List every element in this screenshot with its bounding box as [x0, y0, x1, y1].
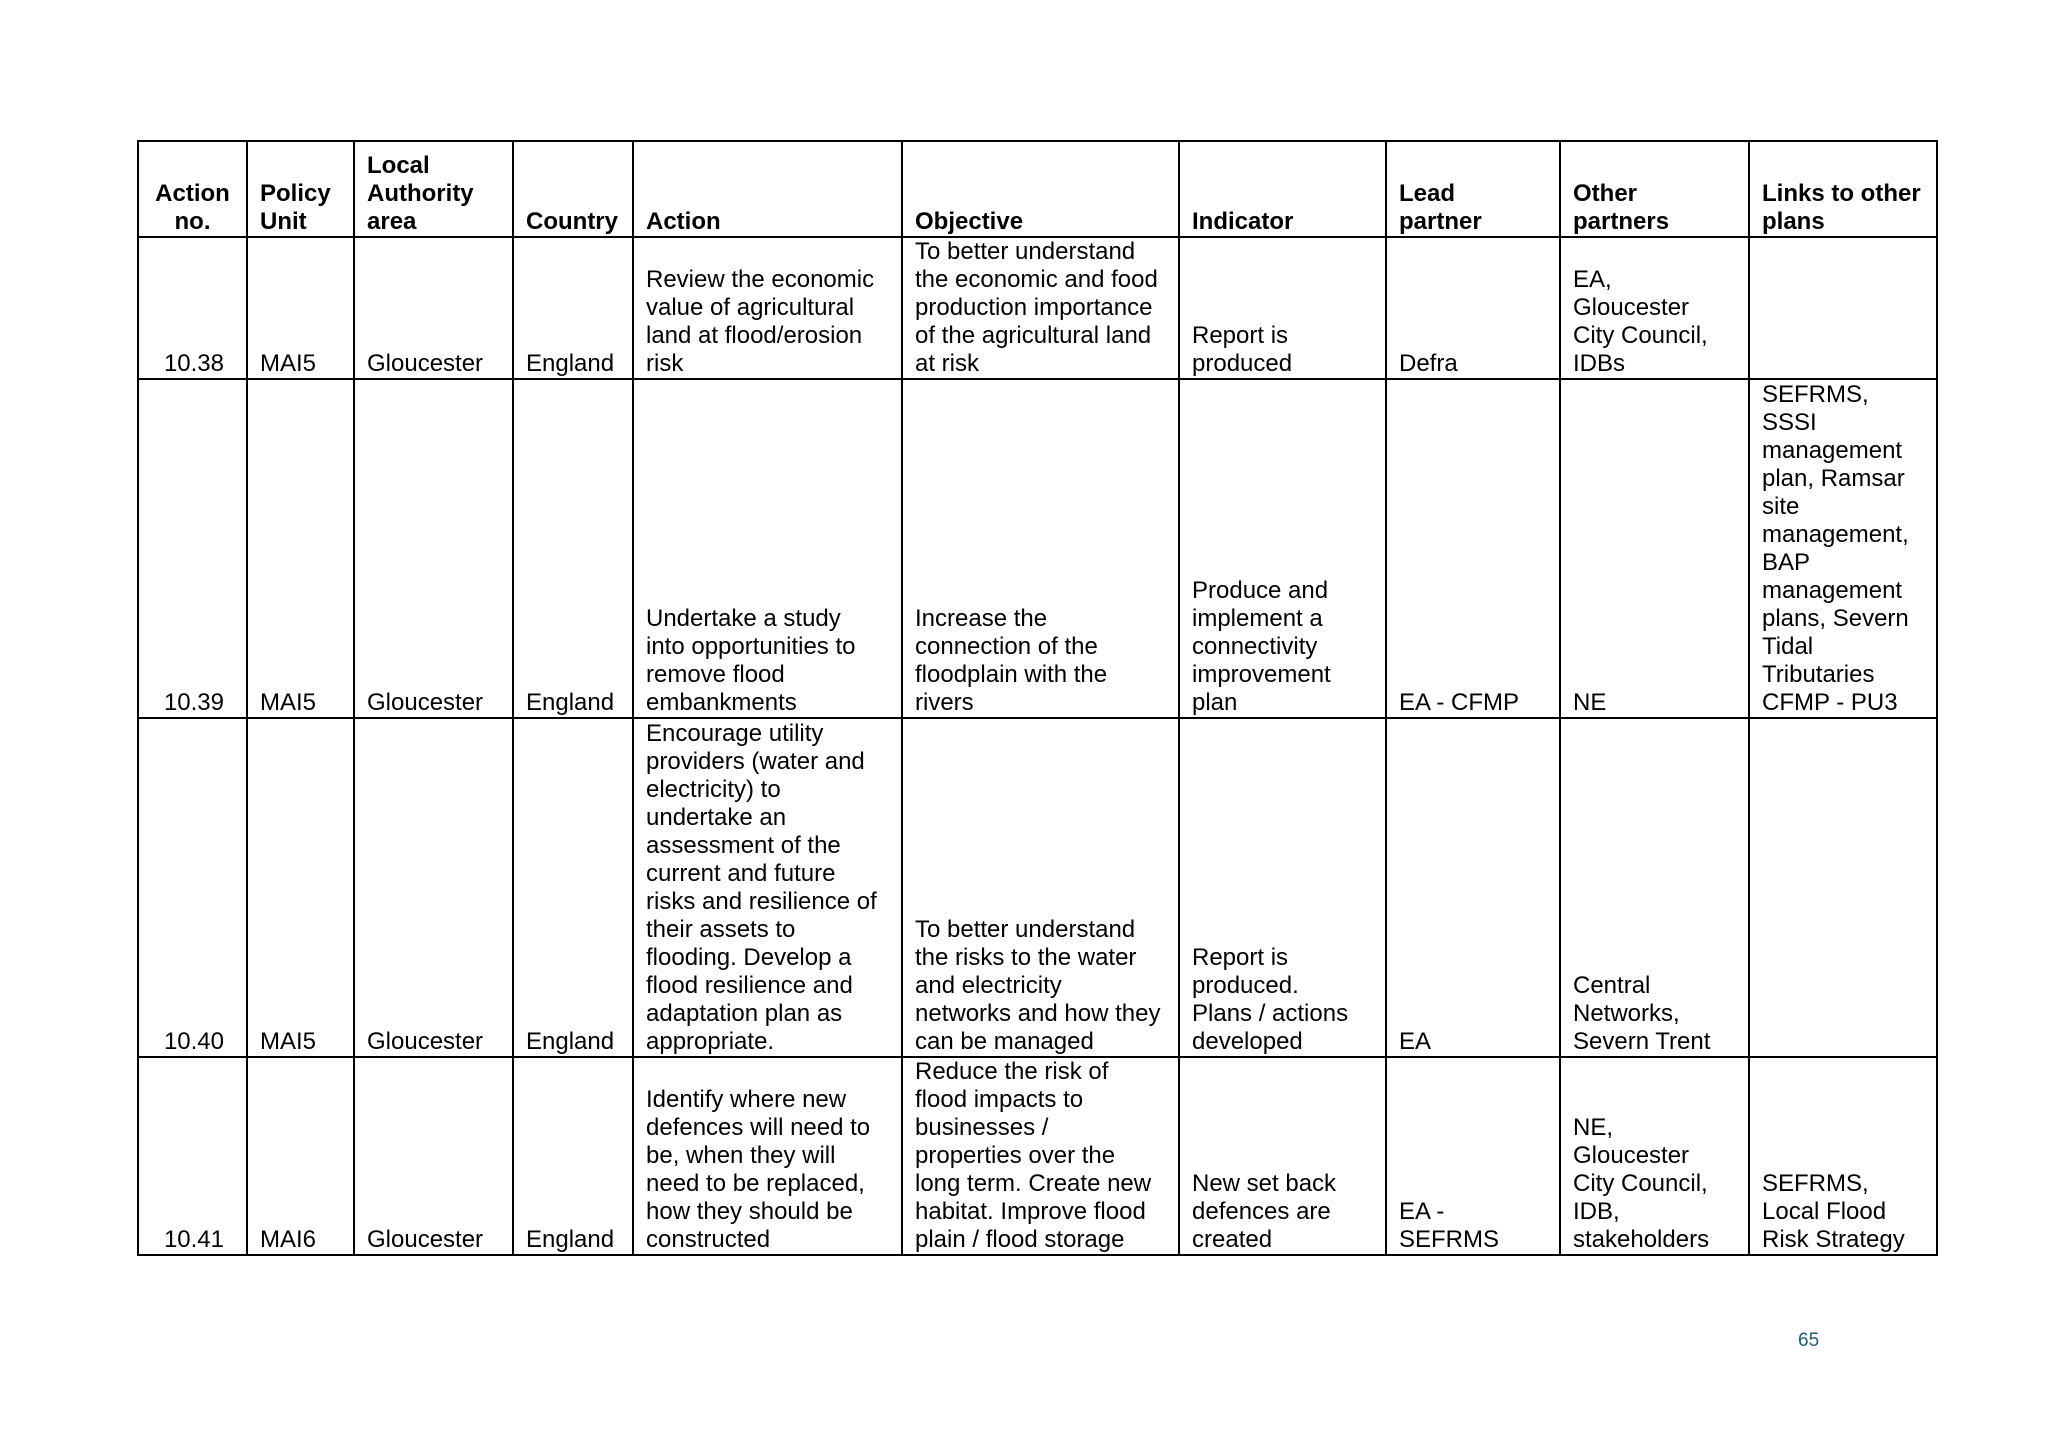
- cell-local-authority: Gloucester: [354, 379, 513, 718]
- cell-country: England: [513, 237, 633, 379]
- cell-policy-unit: MAI5: [247, 237, 354, 379]
- cell-action: Undertake a study into opportunities to remove flood embankments: [633, 379, 902, 718]
- cell-country: England: [513, 379, 633, 718]
- cell-local-authority: Gloucester: [354, 718, 513, 1057]
- cell-indicator: Report is produced. Plans / actions developed: [1179, 718, 1386, 1057]
- action-plan-table: [137, 140, 1938, 1256]
- cell-other-partners: NE: [1560, 379, 1749, 718]
- cell-local-authority: Gloucester: [354, 237, 513, 379]
- cell-action-no: 10.39: [138, 379, 247, 718]
- cell-policy-unit: MAI6: [247, 1057, 354, 1255]
- cell-action: Encourage utility providers (water and electricity) to undertake an assessment of the current and future risks and resilience of their assets to flooding. Develop a flood resilience and adaptation plan as appropriate.: [633, 718, 902, 1057]
- cell-links: SEFRMS, SSSI management plan, Ramsar site management, BAP management plans, Severn Tidal Tributaries CFMP - PU3: [1749, 379, 1937, 718]
- cell-indicator: New set back defences are created: [1179, 1057, 1386, 1255]
- cell-action-no: 10.41: [138, 1057, 247, 1255]
- header-action: Action: [633, 141, 902, 237]
- header-action-no: Action no.: [138, 141, 247, 237]
- cell-action: Identify where new defences will need to be, when they will need to be replaced, how they should be constructed: [633, 1057, 902, 1255]
- cell-local-authority: Gloucester: [354, 1057, 513, 1255]
- header-lead-partner: Lead partner: [1386, 141, 1560, 237]
- cell-action-no: 10.40: [138, 718, 247, 1057]
- cell-objective: Increase the connection of the floodplain with the rivers: [902, 379, 1179, 718]
- cell-other-partners: EA, Gloucester City Council, IDBs: [1560, 237, 1749, 379]
- cell-lead-partner: Defra: [1386, 237, 1560, 379]
- cell-indicator: Report is produced: [1179, 237, 1386, 379]
- cell-links: [1749, 718, 1937, 1057]
- table-row: [138, 237, 1937, 379]
- header-policy-unit: Policy Unit: [247, 141, 354, 237]
- cell-links: SEFRMS, Local Flood Risk Strategy: [1749, 1057, 1937, 1255]
- header-other-partners: Other partners: [1560, 141, 1749, 237]
- cell-lead-partner: EA - SEFRMS: [1386, 1057, 1560, 1255]
- cell-objective: Reduce the risk of flood impacts to businesses / properties over the long term. Create new habitat. Improve flood plain / flood storage: [902, 1057, 1179, 1255]
- header-country: Country: [513, 141, 633, 237]
- table-row: [138, 379, 1937, 718]
- cell-lead-partner: EA - CFMP: [1386, 379, 1560, 718]
- cell-other-partners: NE, Gloucester City Council, IDB, stakeholders: [1560, 1057, 1749, 1255]
- cell-lead-partner: EA: [1386, 718, 1560, 1057]
- cell-indicator: Produce and implement a connectivity improvement plan: [1179, 379, 1386, 718]
- header-indicator: Indicator: [1179, 141, 1386, 237]
- table-row: [138, 718, 1937, 1057]
- cell-objective: To better understand the risks to the water and electricity networks and how they can be managed: [902, 718, 1179, 1057]
- cell-action-no: 10.38: [138, 237, 247, 379]
- cell-links: [1749, 237, 1937, 379]
- cell-country: England: [513, 1057, 633, 1255]
- header-objective: Objective: [902, 141, 1179, 237]
- header-row: [138, 141, 1937, 237]
- page-number: 65: [1798, 1330, 1820, 1351]
- cell-action: Review the economic value of agricultural land at flood/erosion risk: [633, 237, 902, 379]
- cell-policy-unit: MAI5: [247, 379, 354, 718]
- cell-objective: To better understand the economic and food production importance of the agricultural land at risk: [902, 237, 1179, 379]
- cell-other-partners: Central Networks, Severn Trent: [1560, 718, 1749, 1057]
- cell-country: England: [513, 718, 633, 1057]
- header-local-authority: Local Authority area: [354, 141, 513, 237]
- cell-policy-unit: MAI5: [247, 718, 354, 1057]
- table-row: [138, 1057, 1937, 1255]
- header-links: Links to other plans: [1749, 141, 1937, 237]
